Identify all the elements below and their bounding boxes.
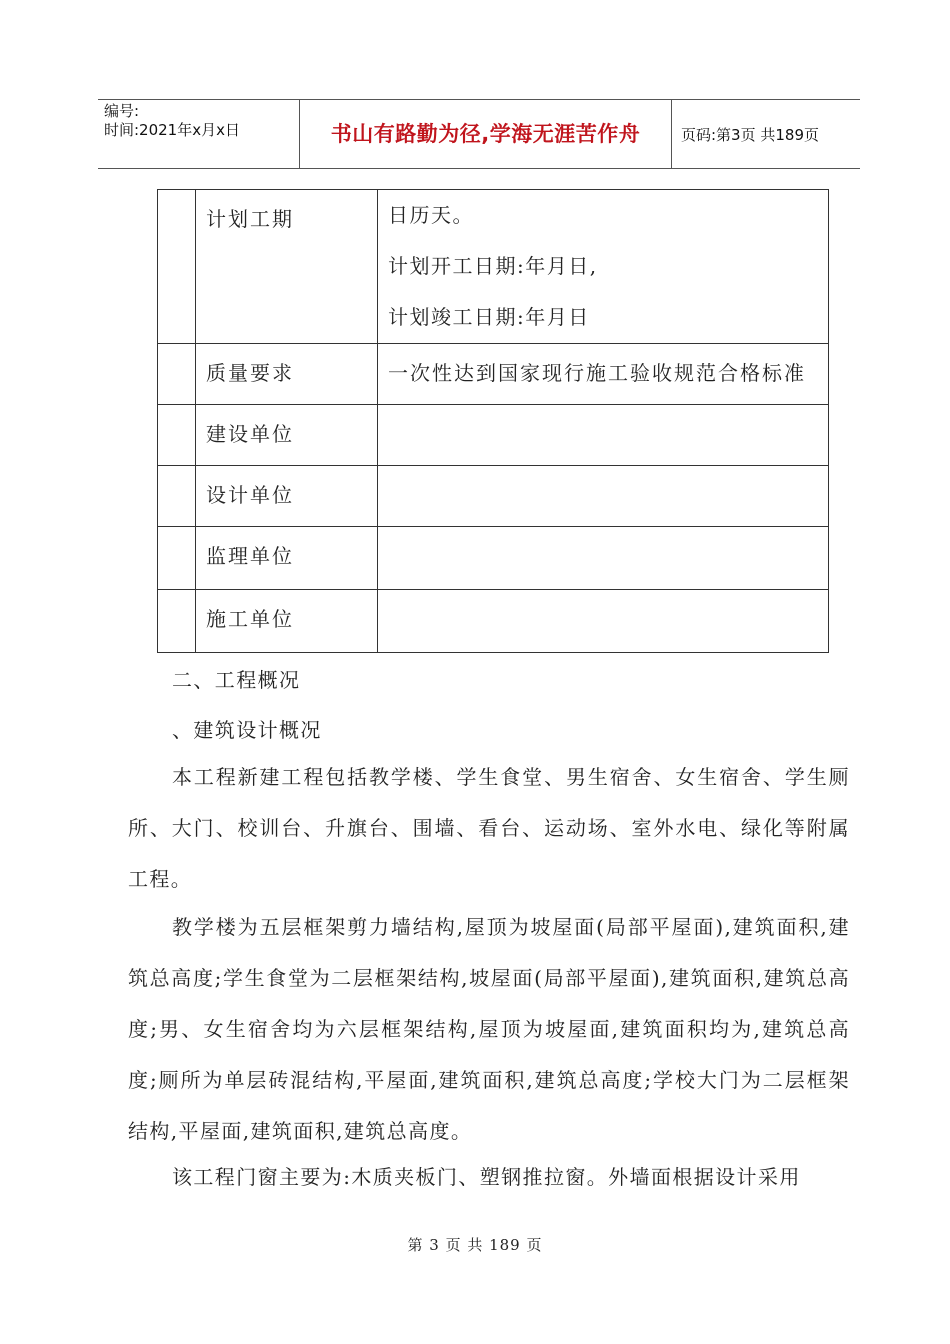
doc-time-label: 时间:2021年x月x日 [104,121,240,139]
header-page-info: 页码:第3页 共189页 [681,126,819,144]
table-row [158,527,829,590]
table-label-cell [196,590,378,653]
row-value [378,190,828,343]
page-header [98,99,860,169]
value-line: 计划开工日期:年月日, [388,254,598,278]
section-heading: 二、工程概况 [172,668,301,692]
row-value: 一次性达到国家现行施工验收规范合格标准 [388,361,806,385]
table-value-cell [378,466,829,527]
doc-number-label: 编号: [104,102,140,120]
table-value-cell [378,527,829,590]
header-divider [671,100,672,168]
page-footer: 第 3 页 共 189 页 [407,1236,543,1254]
value-line: 计划竣工日期:年月日 [388,305,590,329]
table-blank-cell [158,527,196,590]
header-meta [104,102,300,140]
row-label: 质量要求 [206,361,294,385]
table-row [158,344,829,405]
row-label: 监理单位 [206,544,294,568]
table-value-cell [378,405,829,466]
header-motto: 书山有路勤为径,学海无涯苦作舟 [330,122,641,146]
table-row [158,466,829,527]
table-blank-cell [158,190,196,344]
paragraph: 本工程新建工程包括教学楼、学生食堂、男生宿舍、女生宿舍、学生厕所、大门、校训台、升旗台、围墙、看台、运动场、室外水电、绿化等附属工程。 [128,765,850,891]
sub-heading: 、建筑设计概况 [172,718,322,742]
table-row [158,190,829,344]
row-label: 设计单位 [206,483,294,507]
table-row [158,405,829,466]
table-row [158,590,829,653]
table-blank-cell [158,405,196,466]
table-label-cell [196,527,378,590]
table-value-cell [378,190,829,344]
table-label-cell [196,190,378,344]
table-value-cell [378,344,829,405]
table-label-cell [196,466,378,527]
table-label-cell [196,405,378,466]
paragraph: 该工程门窗主要为:木质夹板门、塑钢推拉窗。外墙面根据设计采用 [172,1165,801,1189]
row-label: 计划工期 [206,207,294,231]
table-blank-cell [158,344,196,405]
row-label: 施工单位 [206,607,294,631]
row-label: 建设单位 [206,422,294,446]
table-value-cell [378,590,829,653]
value-line: 日历天。 [388,203,474,227]
table-blank-cell [158,590,196,653]
table-blank-cell [158,466,196,527]
project-info-table [157,189,829,653]
paragraph: 教学楼为五层框架剪力墙结构,屋顶为坡屋面(局部平屋面),建筑面积,建筑总高度;学生食堂为二层框架结构,坡屋面(局部平屋面),建筑面积,建筑总高度;男、女生宿舍均为六层框架结构,屋顶为坡屋面,建筑面积均为,建筑总高度;厕所为单层砖混结构,平屋面,建筑面积,建筑总高度;学校大门为二层框架结构,平屋面,建筑面积,建筑总高度。 [128,915,850,1143]
table-label-cell [196,344,378,405]
